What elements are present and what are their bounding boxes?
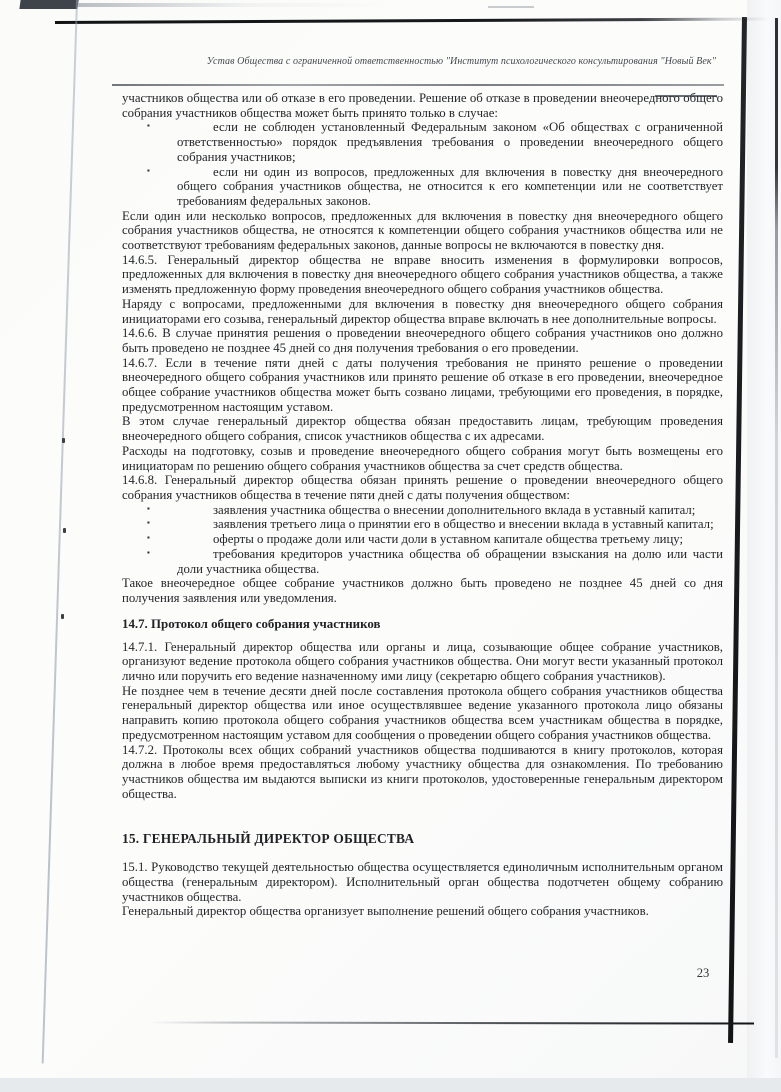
bullet-icon: ▪ xyxy=(147,165,150,175)
bullet-list-received-documents xyxy=(122,503,723,577)
section-heading-14-7: 14.7. Протокол общего собрания участников xyxy=(122,616,381,631)
scan-top-faint-strip xyxy=(78,3,388,7)
paragraph-14-6-8: 14.6.8. Генеральный директор общества обязан принять решение о проведении внеочередного общего собрания участников общества в течение пяти дней с даты получения обществом: xyxy=(122,473,723,502)
paragraph-14-7-2: 14.7.2. Протоколы всех общих собраний участников общества подшиваются в книгу протоколов, которая должна в любое время предоставляться любому участнику общества для ознакомления. По требованию участников общества им выдаются выписки из книги протоколов, удостоверенные генеральным директором общества. xyxy=(122,742,723,801)
bullet-icon: ▪ xyxy=(147,547,150,557)
paragraph-additional-questions: Наряду с вопросами, предложенными для включения в повестку дня внеочередного общего собрания инициаторами его созыва, генеральный директор общества вправе включать в нее дополнительные вопросы. xyxy=(122,296,723,326)
paragraph-14-7-1: 14.7.1. Генеральный директор общества или органы и лица, созывающие общее собрание участников, организуют ведение протокола общего собрания участников общества. Они могут вести указанный протокол лично или поручить его ведение назначенному ими лицу (секретарю общего собрания участников). xyxy=(122,639,723,684)
list-item-text: заявления третьего лица о принятии его в общество и внесении вклада в уставный капитал; xyxy=(213,517,714,532)
list-item-text: если ни один из вопросов, предложенных для включения в повестку дня внеочередного общего собрания участников общества, не относится к его компетенции или не соответствует требованиям федеральных законов. xyxy=(177,164,723,208)
list-item xyxy=(122,503,723,518)
second-page-edge-line xyxy=(775,18,778,1058)
scan-top-blob-artifact xyxy=(19,0,78,9)
paragraph-refusal-decision: участников общества или об отказе в его проведении. Решение об отказе в проведении внеочередного общего собрания участников общества может быть принято только в случае: xyxy=(122,91,723,120)
list-item xyxy=(122,547,723,576)
bullet-icon: ▪ xyxy=(147,121,150,131)
paragraph-director-executes: Генеральный директор общества организует выполнение решений общего собрания участников. xyxy=(122,904,649,919)
list-item-text: требования кредиторов участника общества об обращении взыскания на долю или части доли участника общества. xyxy=(177,546,723,576)
paragraph-14-6-7: 14.6.7. Если в течение пяти дней с даты получения требования не принято решение о проведении внеочередного общего собрания участников или принято решение об отказе в его проведении, внеочередное общее собрание участников общества может быть созвано лицами, требующими его проведения, в порядке, предусмотренном настоящим уставом. xyxy=(122,355,723,414)
paragraph-such-meeting-45-days: Такое внеочередное общее собрание участников должно быть проведено не позднее 45 дней со дня получения заявления или уведомления. xyxy=(122,576,723,605)
document-body xyxy=(122,91,723,919)
list-item xyxy=(122,517,723,532)
scan-speck xyxy=(61,614,64,619)
header-rule xyxy=(112,84,724,86)
bullet-icon: ▪ xyxy=(147,503,150,513)
document-header-title: Устав Общества с ограниченной ответственностью "Институт психологического консультирования "Новый Век" xyxy=(206,56,716,67)
paragraph-provide-list: В этом случае генеральный директор общества обязан предоставить лицам, требующим проведения внеочередного общего собрания, список участников общества с их адресами. xyxy=(122,414,723,444)
bullet-icon: ▪ xyxy=(147,533,150,543)
scanner-bottom-band xyxy=(0,1078,781,1092)
scan-speck xyxy=(63,528,66,533)
paragraph-14-6-5: 14.6.5. Генеральный директор общества не вправе вносить изменения в формулировки вопросов, предложенных для включения в повестку дня внеочередного общего собрания участников общества, а также изменять предложенную форму проведения внеочередного общего собрания участников общества. xyxy=(122,252,723,297)
list-item xyxy=(122,120,723,164)
bullet-icon: ▪ xyxy=(147,518,150,528)
list-item xyxy=(122,165,723,209)
paragraph-14-6-6: 14.6.6. В случае принятия решения о проведении внеочередного общего собрания участников оно должно быть проведено не позднее 45 дней со дня получения требования о его проведении. xyxy=(122,326,723,355)
paragraph-questions-excluded: Если один или несколько вопросов, предложенных для включения в повестку дня внеочередного общего собрания участников общества, не относятся к компетенции общего собрания участников общества или не соответствуют требованиям федеральных законов, данные вопросы не включаются в повестку дня. xyxy=(122,208,723,253)
paragraph-15-1: 15.1. Руководство текущей деятельностью общества осуществляется единоличным исполнительным органом общества (генеральным директором). Исполнительный орган общества подотчетен общему собранию участников общества. xyxy=(122,860,723,904)
scan-speck xyxy=(62,438,65,443)
paragraph-expenses: Расходы на подготовку, созыв и проведение внеочередного общего собрания могут быть возмещены его инициаторам по решению общего собрания участников общества за счет средств общества. xyxy=(122,443,723,473)
paragraph-protocol-copy: Не позднее чем в течение десяти дней после составления протокола общего собрания участников общества генеральный директор общества или иное осуществлявшее ведение указанного протокола лицо обязаны направить копию протокола общего собрания участников общества всем участникам общества в порядке, предусмотренном настоящим уставом для сообщения о проведении общего собрания участников общества. xyxy=(122,683,723,742)
section-heading-15: 15. ГЕНЕРАЛЬНЫЙ ДИРЕКТОР ОБЩЕСТВА xyxy=(122,831,415,847)
list-item-text: оферты о продаже доли или части доли в уставном капитале общества третьему лицу; xyxy=(213,532,684,547)
list-item xyxy=(122,532,723,547)
bullet-list-refusal-cases xyxy=(122,120,723,208)
page-number: 23 xyxy=(696,966,710,980)
scan-top-faint-dash xyxy=(488,6,534,8)
list-item-text: если не соблюден установленный Федеральным законом «Об обществах с ограниченной ответственностью» порядок предъявления требования о проведении внеочередного общего собрания участников; xyxy=(177,120,723,164)
list-item-text: заявления участника общества о внесении дополнительного вклада в уставный капитал; xyxy=(213,502,696,517)
